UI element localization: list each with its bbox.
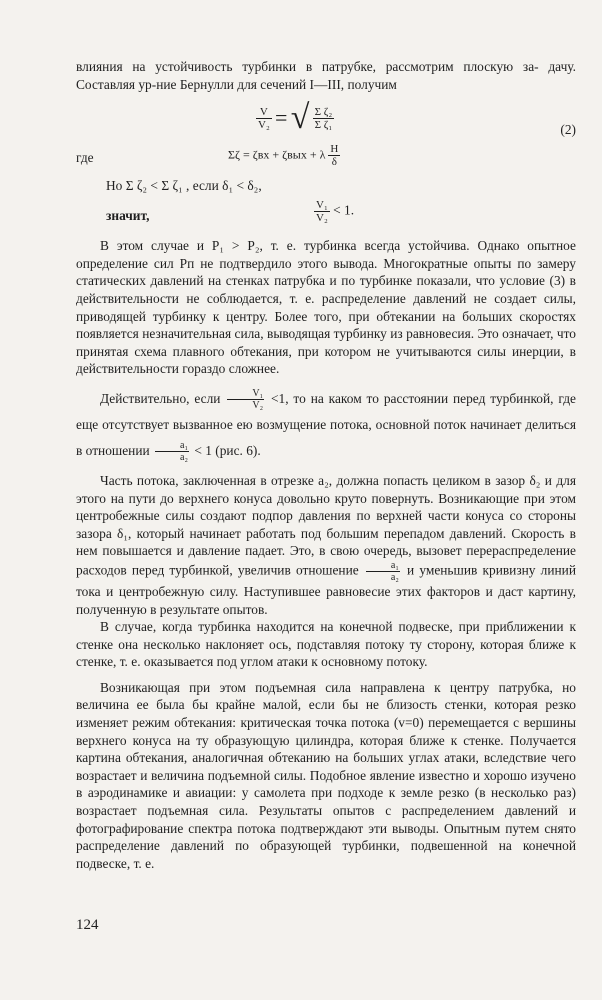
para2-end: < 1 (рис. 6). [194,442,261,458]
para3-den: a₂ [390,571,399,583]
definition-line [76,143,576,177]
then-den: V₂ [316,212,328,225]
equation-number: (2) [560,122,576,138]
para3-num: a₁ [366,560,400,572]
page-body [76,58,576,872]
eq2-lhs-fraction [256,106,272,131]
page-number: 124 [76,917,99,933]
para2-den2: a₂ [180,452,188,464]
para2-middle: <1, то на каком то расстоянии перед турбинкой, где еще отсутствует вызванное ею возмущение потока, основной поток начинает делиться в отношении [76,390,576,458]
conclusion-formula [314,199,354,224]
conclusion-line [76,199,576,237]
paragraph-5: Возникающая при этом подъемная сила направлена к центру патрубка, но величина ее была бы крайне малой, если бы не близость стенки, которая резко изменяет режим обтекания: критическая точка потока (v=0) перемещается с вершины верхнего конуса на ту образующую цилиндра, которая ближе к стенке. Получается картина обтекания, аналогичная обтеканию на больших углах атаки, вследствие чего возрастает и величина подъемной силы. Подобное явление известно и хорошо изучено в аэродинамике и авиации: у самолета при подходе к земле резко (в несколько раз) возрастает подъемная сила. Результаты опытов с распределением давлений и фотографирование спектра потока подтверждают эти выводы. Опытным путем снято распределение давлений по образующей турбинки, подвешенной на конечной подвеске, т. е. [76,679,576,871]
eq2-rhs-num: Σ ζ₂ [314,105,333,118]
paragraph-2 [76,386,576,464]
eq2-lhs-den: V₂ [258,118,270,131]
sqrt-icon: √ [290,99,310,137]
eq2-lhs-num: V [256,106,272,119]
sum-formula [228,143,340,168]
where-label: где [76,150,94,166]
para2-fraction-a [155,440,189,463]
para3-end: и уменьшив кривизну линий тока и центробежную силу. Наступившее равновесие этих факторов и даст картину, полученную в результате опытов. [76,562,577,617]
then-num: V₁ [316,199,328,212]
eq2-equals: = [275,105,288,131]
intro-line-1: влияния на устойчивость турбинки в патрубке, рассмотрим плоскую за- [76,59,539,74]
para2-fraction-v [227,388,264,411]
para3-start: Часть потока, заключенная в отрезке a₂, должна попасть целиком в зазор δ₂ и для этого на пути до верхнего конуса довольно круто повернуть. Возникающие при этом центробежные силы создают подпор давления по верхней части конуса со стороны зазора δ₁, который начинает работать под большим перепадом давлений. Скорость в нем повышается и давление падает. Это, в свою очередь, вызовет перераспределение расходов перед турбинкой, увеличив отношение [76,472,576,578]
then-relation: < 1. [333,202,355,218]
para2-num: V₁ [227,388,264,400]
eq2-rhs-den: Σ ζ₁ [314,118,333,131]
condition-line: Но Σ ζ₂ < Σ ζ₁ , если δ₁ < δ₂, [106,178,262,194]
intro-text [76,58,576,93]
eq2-rhs-fraction [313,106,335,131]
paragraph-3 [76,472,576,618]
para3-fraction [366,560,400,583]
para2-start: Действительно, если [100,390,221,406]
sum-frac-den: δ [331,156,337,169]
sum-frac-num: H [330,143,339,156]
intro-line-2: дачу. Составляя ур-ние Бернулли для сечений I—III, получим [76,59,576,92]
para2-num2: a₁ [155,440,189,452]
sum-fraction [328,143,340,168]
para2-den: V₂ [252,400,264,412]
then-fraction [314,199,330,224]
equation-2-body [256,101,334,135]
then-label: значит, [106,208,150,224]
paragraph-1: В этом случае и P₁ > P₂, т. е. турбинка всегда устойчива. Однако опытное определение сил Pп не подтвердило этого вывода. Многократные опыты по замеру статических давлений на стенках патрубка и по турбинке показали, что условие (3) в действительности не соблюдается, т. е. распределение давлений не создает силы, приводящей турбинку к центру. Более того, при обтекании на больших скоростях появляется незначительная сила, выводящая турбинку из равновесия. Это означает, что принятая схема плавного обтекания, при котором не учитываются силы инерции, в действительности гораздо сложнее. [76,238,576,377]
equation-2 [76,99,576,143]
paragraph-4: В случае, когда турбинка находится на конечной подвеске, при приближении к стенке она несколько наклоняет ось, подставляя потоку ту сторону, которая ближе к стенке, т. е. оказывается под углом атаки к основному потоку. [76,619,576,670]
sum-formula-text: Σζ = ζвх + ζвых + λ [228,147,326,162]
